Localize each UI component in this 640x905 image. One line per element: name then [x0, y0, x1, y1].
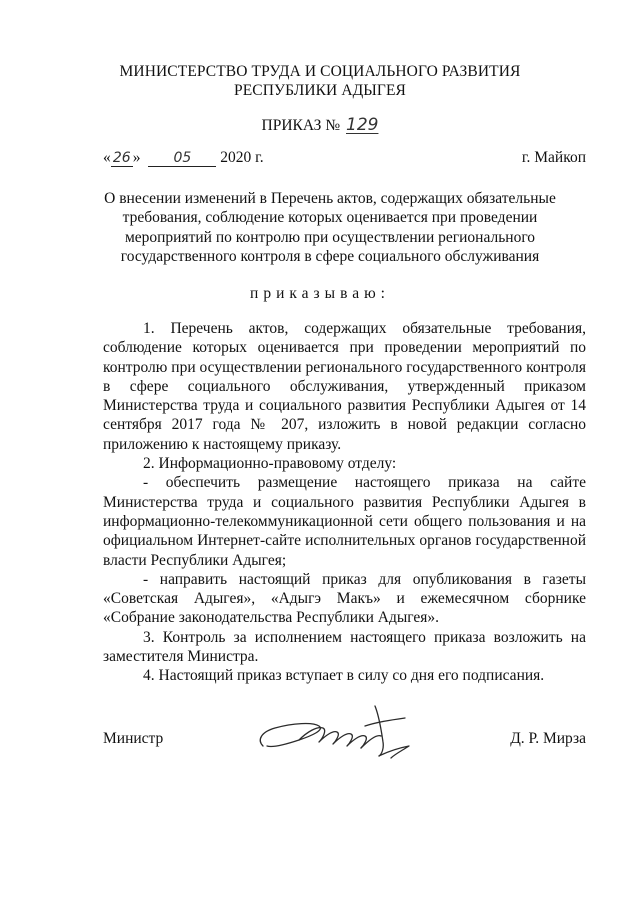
order-number: 129 — [346, 115, 379, 135]
order-date — [103, 149, 264, 167]
date-month: 05 — [148, 150, 216, 167]
ministry-header-line1: МИНИСТЕРСТВО ТРУДА И СОЦИАЛЬНОГО РАЗВИТИЯ — [119, 63, 521, 80]
signatory-name: Д. Р. Мирза — [510, 730, 586, 747]
date-year: 2020 г. — [220, 149, 264, 166]
paragraph-2: 2. Информационно-правовому отделу: — [143, 455, 397, 473]
order-body — [103, 319, 586, 686]
handwritten-signature — [253, 696, 433, 766]
date-day: 26 — [111, 150, 133, 167]
signatory-title: Министр — [103, 730, 164, 747]
date-row — [103, 149, 586, 169]
signature-block — [103, 726, 586, 756]
paragraph-2-item-2: - направить настоящий приказ для опубликования в газеты «Советская Адыгея», «Адыгэ Макъ» и ежемесячном сборнике «Собрание законодательства Республики Адыгея». — [103, 570, 586, 627]
open-quote: « — [103, 149, 111, 166]
paragraph-1: 1. Перечень актов, содержащих обязательные требования, соблюдение которых оценивается при проведении мероприятий по контролю при осуществлении регионального государственного контроля в сфере социального обслуживания, утвержденный приказом Министерства труда и социального развития Республики Адыгея от 14 сентября 2017 года № 207, изложить в новой редакции согласно приложению к настоящему приказу. — [103, 320, 586, 453]
paragraph-4: 4. Настоящий приказ вступает в силу со дня его подписания. — [143, 667, 545, 685]
order-subject: О внесении изменений в Перечень актов, содержащих обязательные требования, соблюдение которых оценивается при проведении мероприятий по контролю при осуществлении регионального государственного контроля в сфере социального обслуживания — [104, 190, 556, 265]
order-label: ПРИКАЗ № — [261, 117, 341, 134]
order-title — [0, 115, 640, 135]
order-city: г. Майкоп — [521, 149, 586, 166]
paragraph-3: 3. Контроль за исполнением настоящего приказа возложить на заместителя Министра. — [103, 628, 586, 666]
ministry-header-line2: РЕСПУБЛИКИ АДЫГЕЯ — [234, 82, 406, 99]
paragraph-2-item-1: - обеспечить размещение настоящего приказа на сайте Министерства труда и социального развития Республики Адыгея в информационно-телекоммуникационной сети общего пользования и на официальном Интернет-сайте исполнительных органов государственной власти Республики Адыгея; — [103, 474, 586, 569]
directive-word: приказываю: — [250, 285, 390, 302]
close-quote: » — [132, 149, 141, 166]
